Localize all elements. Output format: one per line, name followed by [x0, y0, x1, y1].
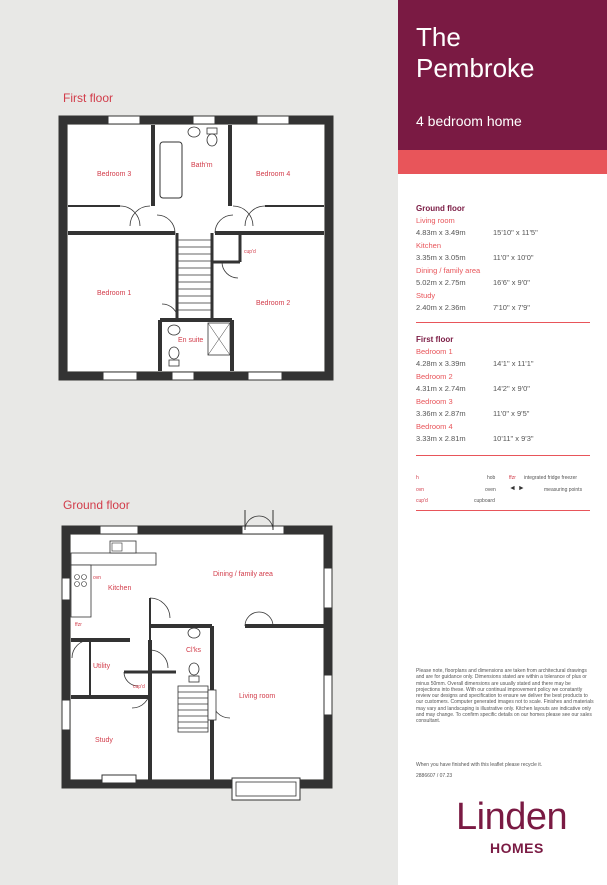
dim-metric: 3.33m x 2.81m — [416, 434, 466, 443]
section-divider — [416, 322, 590, 323]
recycle-note: When you have finished with this leaflet please recycle it. — [416, 762, 543, 768]
first-floor-label: First floor — [63, 91, 114, 105]
dim-metric: 4.83m x 3.49m — [416, 228, 466, 237]
ground-dims-heading: Ground floor — [416, 204, 465, 213]
dim-metric: 3.36m x 2.87m — [416, 409, 466, 418]
reference-code: 2886607 / 07.23 — [416, 773, 453, 779]
house-subtitle: 4 bedroom home — [416, 113, 522, 129]
section-divider — [416, 510, 590, 511]
dim-imperial: 10'11" x 9'3" — [493, 434, 534, 443]
key-ffzr-abbr: ffzr — [509, 475, 516, 481]
dim-room-name: Bedroom 4 — [416, 422, 453, 431]
ground-floor-label: Ground floor — [63, 498, 130, 512]
dim-room-name: Dining / family area — [416, 266, 481, 275]
dim-imperial: 7'10" x 7'9" — [493, 303, 530, 312]
dim-imperial: 11'0" x 9'5" — [493, 409, 530, 418]
room-cloakroom: Cl'ks — [186, 647, 201, 654]
title-header — [398, 0, 607, 150]
dim-room-name: Bedroom 3 — [416, 397, 453, 406]
dim-room-name: Bedroom 1 — [416, 347, 453, 356]
dim-imperial: 14'2" x 9'0" — [493, 384, 530, 393]
dim-imperial: 15'10" x 11'5" — [493, 228, 538, 237]
key-ffzr-text: integrated fridge freezer — [524, 475, 578, 481]
info-panel — [398, 0, 607, 885]
linden-logo: Linden — [456, 796, 568, 838]
room-bedroom-2: Bedroom 2 — [256, 300, 291, 307]
dim-imperial: 14'1" x 11'1" — [493, 359, 534, 368]
key-oven-abbr: ovn — [416, 487, 425, 493]
room-bedroom-4: Bedroom 4 — [256, 171, 291, 178]
dim-room-name: Bedroom 2 — [416, 372, 453, 381]
room-study: Study — [95, 737, 113, 744]
dim-room-name: Study — [416, 291, 436, 300]
measuring-points-icon: ◄ ► — [509, 485, 525, 492]
key-oven-text: oven — [485, 487, 496, 493]
label-oven: ovn — [93, 575, 102, 581]
key-hob-abbr: h — [416, 475, 419, 481]
room-ensuite: En suite — [178, 337, 204, 344]
disclaimer-text: Please note, floorplans and dimensions are taken from architectural drawings and are for guidance only. Dimensions stated are within a tolerance of plus or minus 50mm. Overall dimensions are usually stated and there may be projections into these. With our continual improvement policy we constantly review our designs and specification to ensure we deliver the best products to our customers. Computer generated images not to scale. Finishes and materials may vary and landscaping is illustrative only. Kitchen layouts are indicative only and may change. To confirm specific details on our homes please see our sales consultant. — [416, 668, 594, 725]
key-hob-text: hob — [487, 475, 496, 481]
dim-metric: 4.31m x 2.74m — [416, 384, 466, 393]
title-line-2: Pembroke — [416, 53, 535, 83]
dim-metric: 3.35m x 3.05m — [416, 253, 466, 262]
house-title — [416, 22, 535, 84]
dim-room-name: Living room — [416, 216, 455, 225]
title-line-1: The — [416, 22, 461, 52]
room-bathroom: Bath'm — [191, 162, 213, 169]
accent-band — [398, 150, 607, 174]
room-living: Living room — [239, 693, 276, 700]
dim-metric: 4.28m x 3.39m — [416, 359, 466, 368]
dim-imperial: 11'0" x 10'0" — [493, 253, 534, 262]
room-utility: Utility — [93, 663, 111, 670]
section-divider — [416, 455, 590, 456]
label-fridge-freezer: ffzr — [75, 622, 82, 628]
room-kitchen: Kitchen — [108, 585, 132, 592]
key-cupboard-abbr: cup'd — [416, 498, 428, 504]
dim-imperial: 16'6" x 9'0" — [493, 278, 530, 287]
dim-metric: 5.02m x 2.75m — [416, 278, 466, 287]
dim-metric: 2.40m x 2.36m — [416, 303, 466, 312]
first-dims-heading: First floor — [416, 335, 454, 344]
room-dining-family: Dining / family area — [213, 571, 273, 578]
room-bedroom-3: Bedroom 3 — [97, 171, 132, 178]
room-cupboard: cup'd — [244, 249, 256, 255]
key-cupboard-text: cupboard — [474, 498, 495, 504]
dim-room-name: Kitchen — [416, 241, 442, 250]
room-bedroom-1: Bedroom 1 — [97, 290, 132, 297]
linden-logo-homes: HOMES — [490, 840, 544, 856]
key-measuring-text: measuring points — [544, 487, 583, 493]
room-cupboard-ground: cup'd — [133, 684, 145, 690]
